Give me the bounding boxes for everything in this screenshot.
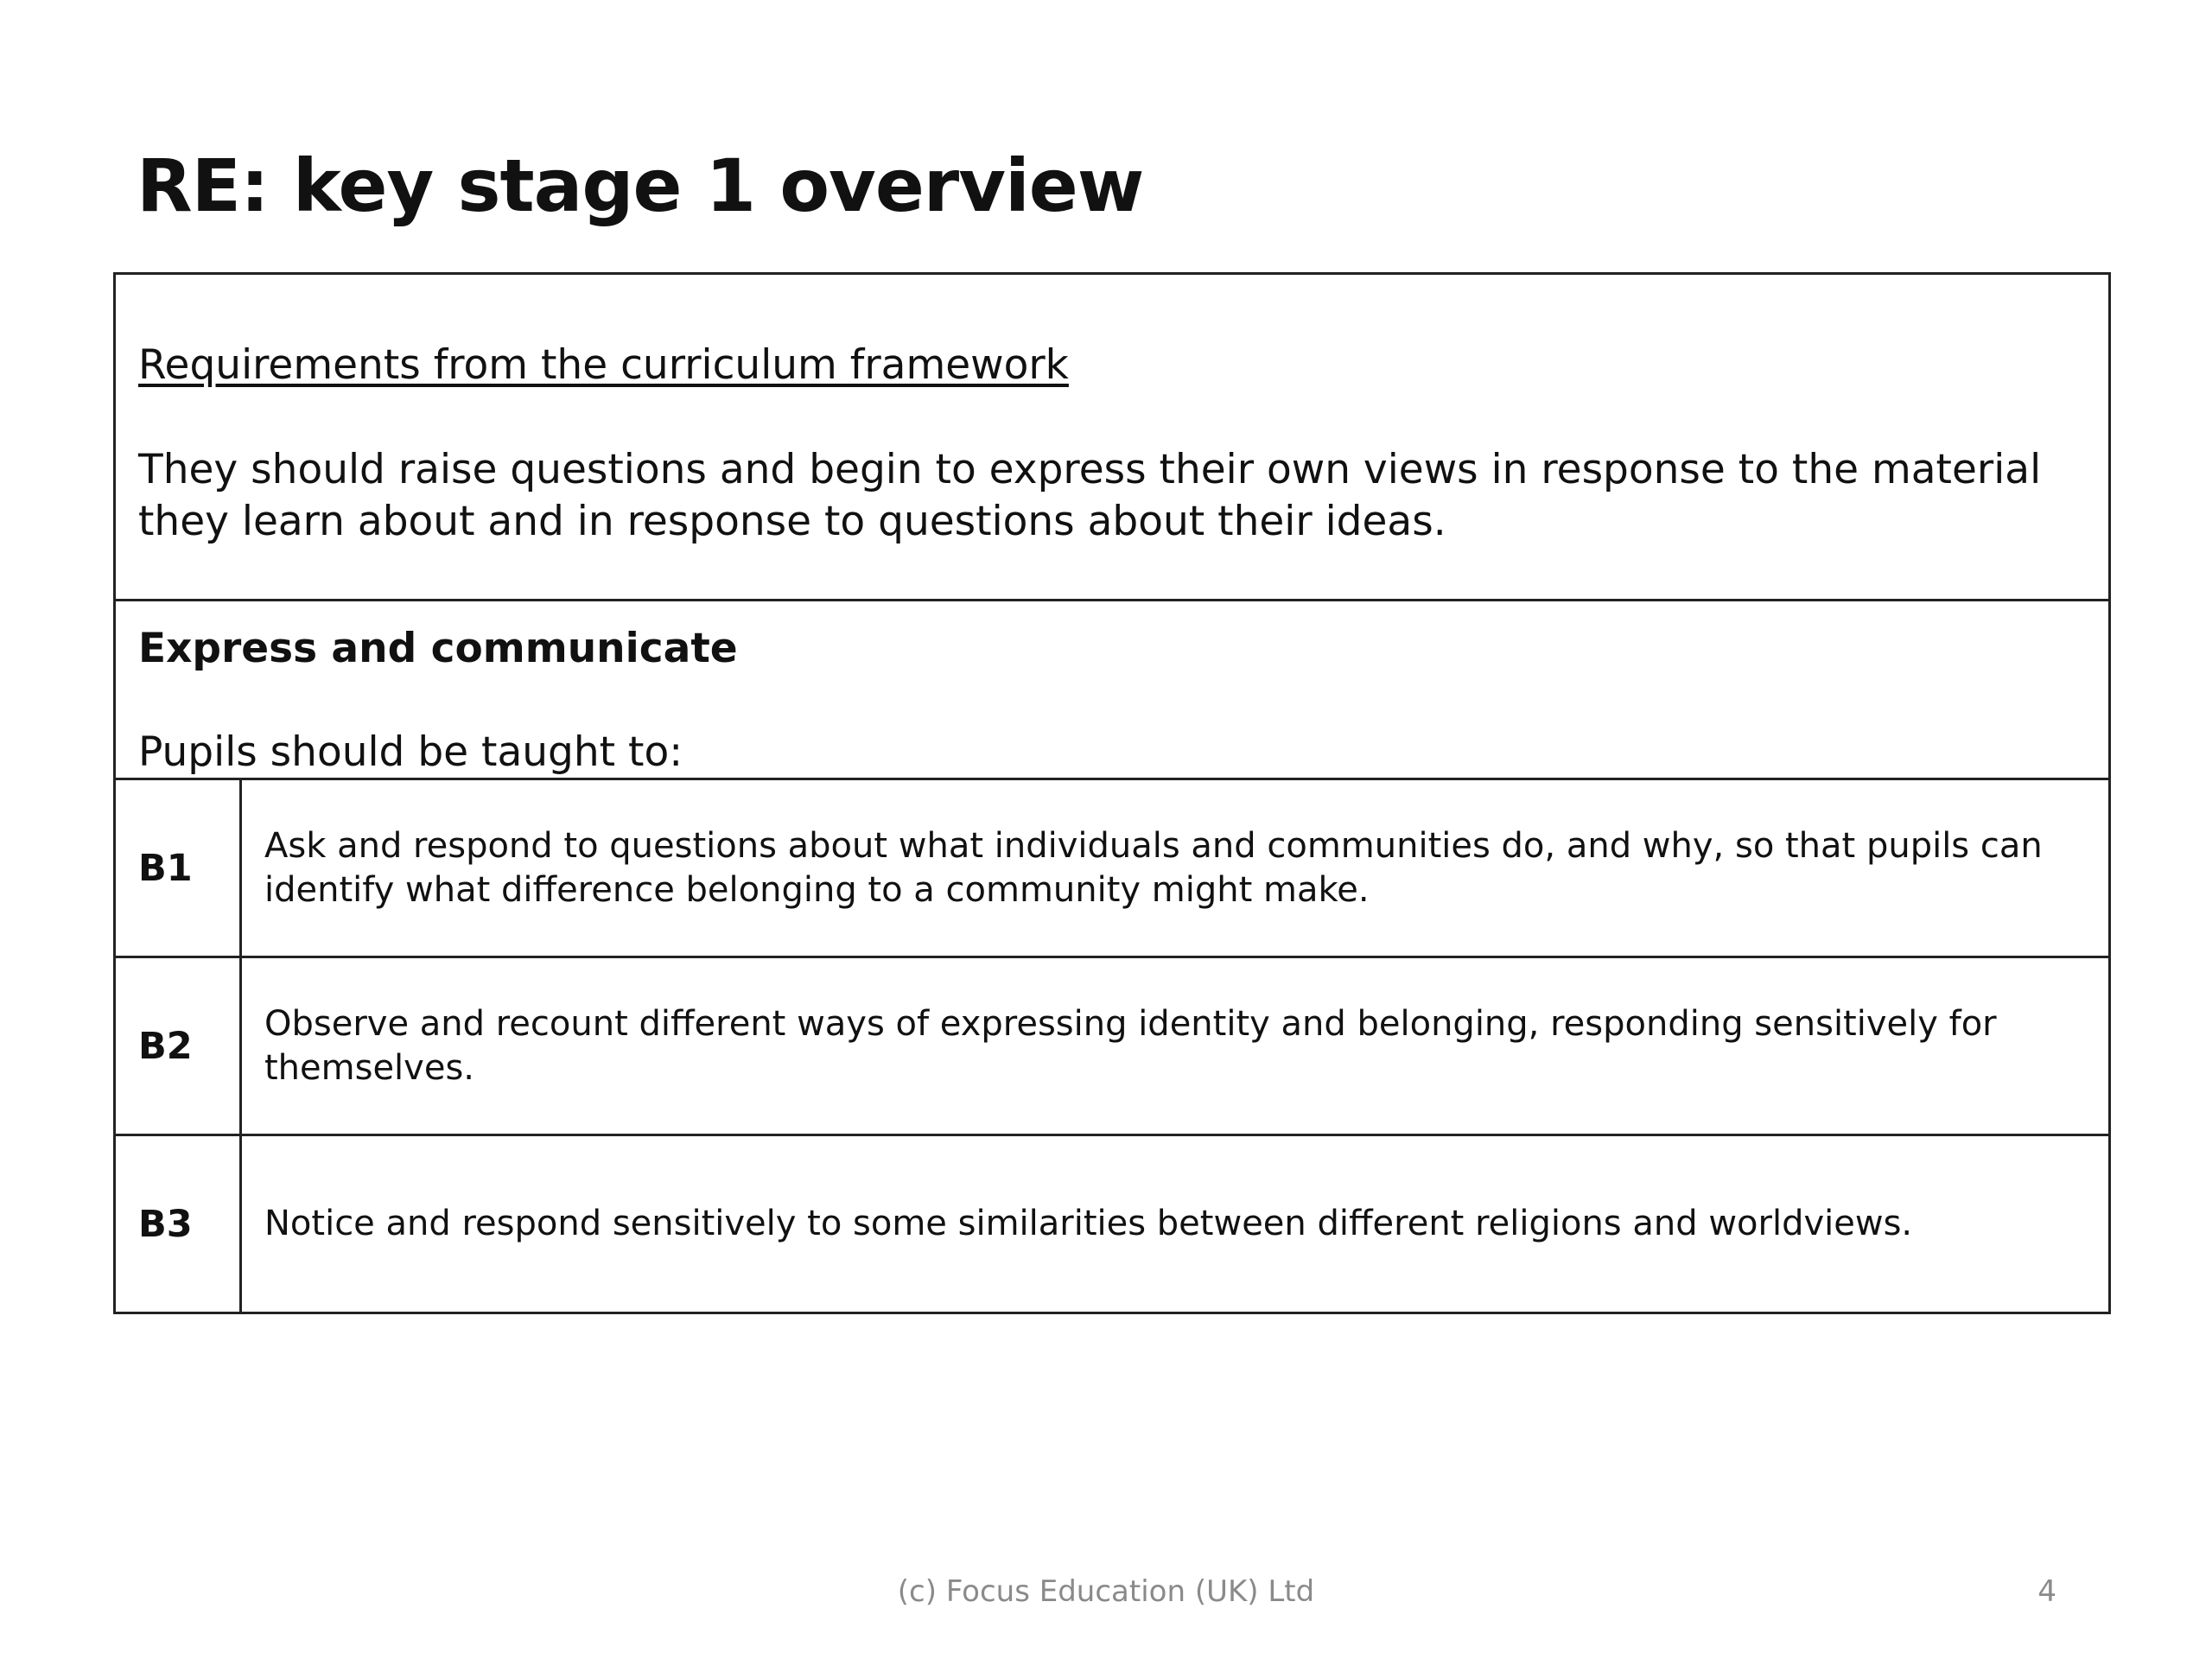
objective-description: Notice and respond sensitively to some similarities between different religions and worldviews. (264, 1204, 1913, 1243)
express-section (116, 601, 2108, 780)
page-number: 4 (2037, 1574, 2056, 1609)
requirements-heading: Requirements from the curriculum framework (138, 341, 1069, 389)
objectives-list (116, 780, 2108, 1312)
objective-row-b3 (116, 1136, 2108, 1312)
objective-description: Ask and respond to questions about what individuals and communities do, and why, so that pupils can identify what difference belonging to a community might make. (264, 825, 2043, 910)
overview-table (113, 272, 2111, 1314)
express-subheading: Pupils should be taught to: (138, 728, 683, 776)
objective-code: B3 (138, 1202, 193, 1246)
objective-description: Observe and recount different ways of expressing identity and belonging, responding sensitively for themselves. (264, 1003, 1997, 1088)
objective-code: B1 (138, 846, 193, 890)
objective-code-cell (116, 1136, 242, 1312)
objective-description-cell (242, 780, 2108, 956)
objective-description-cell (242, 958, 2108, 1134)
objective-code: B2 (138, 1024, 193, 1068)
express-heading: Express and communicate (138, 625, 738, 672)
objective-row-b2 (116, 958, 2108, 1136)
footer-copyright: (c) Focus Education (UK) Ltd (897, 1574, 1315, 1609)
objective-code-cell (116, 780, 242, 956)
objective-code-cell (116, 958, 242, 1134)
objective-description-cell (242, 1136, 2108, 1312)
page-title: RE: key stage 1 overview (137, 143, 1144, 228)
objective-row-b1 (116, 780, 2108, 958)
requirements-text: They should raise questions and begin to express their own views in response to the material they learn about and in response to questions about their ideas. (138, 446, 2042, 545)
requirements-section (116, 275, 2108, 601)
